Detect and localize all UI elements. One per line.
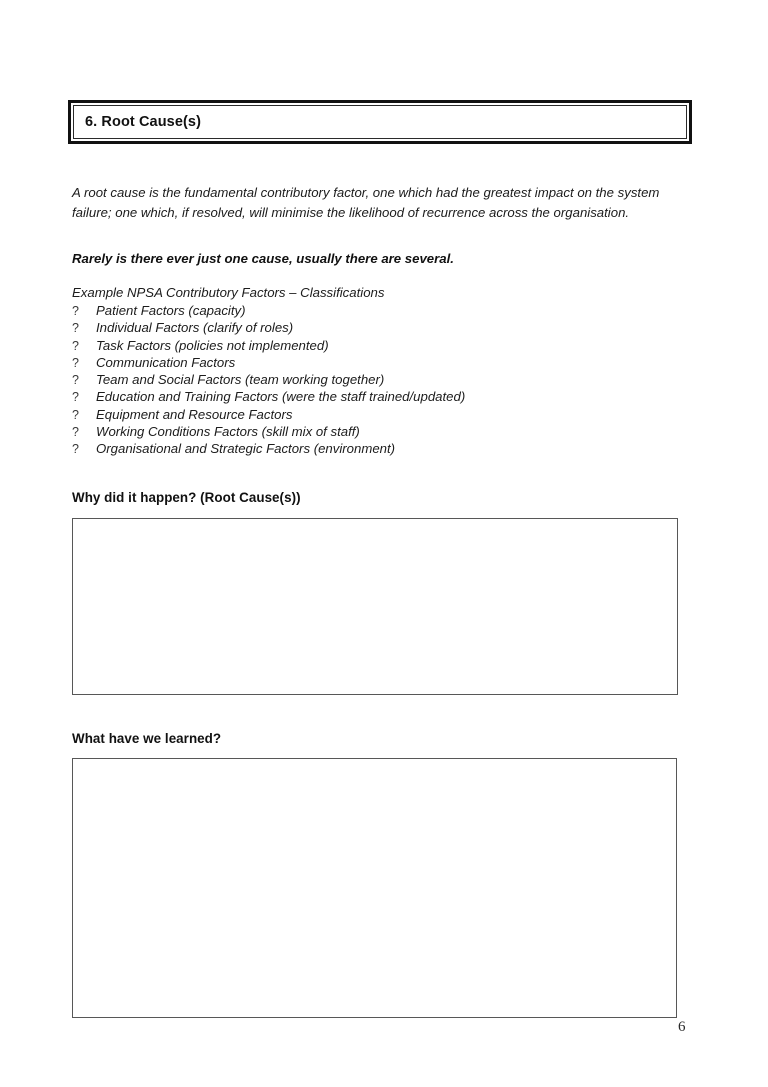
question-heading-lessons-learned: What have we learned? [72,731,222,746]
bullet-marker-icon: ? [72,304,79,318]
section-header-box [68,100,692,144]
list-item-label: Equipment and Resource Factors [96,406,293,422]
contributory-factors-list [72,303,632,459]
list-item-label: Organisational and Strategic Factors (environment) [96,441,396,457]
list-item [72,372,632,389]
list-item-label: Education and Training Factors (were the staff trained/updated) [96,389,466,405]
section-header-inner-frame [73,105,687,139]
emphasis-line: Rarely is there ever just one cause, usually there are several. [72,251,454,267]
bullet-marker-icon: ? [72,390,79,405]
page-number: 6 [678,1019,686,1035]
list-item [72,355,632,372]
list-item-label: Team and Social Factors (team working together) [96,372,385,388]
list-item-label: Communication Factors [96,354,236,370]
bullet-marker-icon: ? [72,442,79,457]
list-item [72,389,632,406]
list-item-label: Task Factors (policies not implemented) [96,337,329,353]
list-item [72,303,632,320]
list-item-label: Individual Factors (clarify of roles) [96,320,294,336]
list-item [72,441,632,458]
list-item [72,407,632,424]
question-heading-root-causes: Why did it happen? (Root Cause(s)) [72,490,301,505]
section-title: 6. Root Cause(s) [85,114,202,130]
answer-field-root-causes[interactable] [72,518,678,695]
list-item [72,320,632,337]
bullet-marker-icon: ? [72,321,79,336]
intro-paragraph: A root cause is the fundamental contributory factor, one which had the greatest impact on the system failure; one which, if resolved, will minimise the likelihood of recurrence across the organisation. [72,185,660,220]
bullet-marker-icon: ? [72,425,79,440]
bullet-marker-icon: ? [72,373,79,388]
example-classifications-label: Example NPSA Contributory Factors – Classifications [72,285,385,301]
bullet-marker-icon: ? [72,338,79,353]
answer-field-lessons-learned[interactable] [72,758,677,1018]
list-item-label: Patient Factors (capacity) [96,303,246,318]
list-item-label: Working Conditions Factors (skill mix of staff) [96,424,360,440]
list-item [72,424,632,441]
bullet-marker-icon: ? [72,355,79,370]
list-item [72,338,632,355]
bullet-marker-icon: ? [72,407,79,422]
